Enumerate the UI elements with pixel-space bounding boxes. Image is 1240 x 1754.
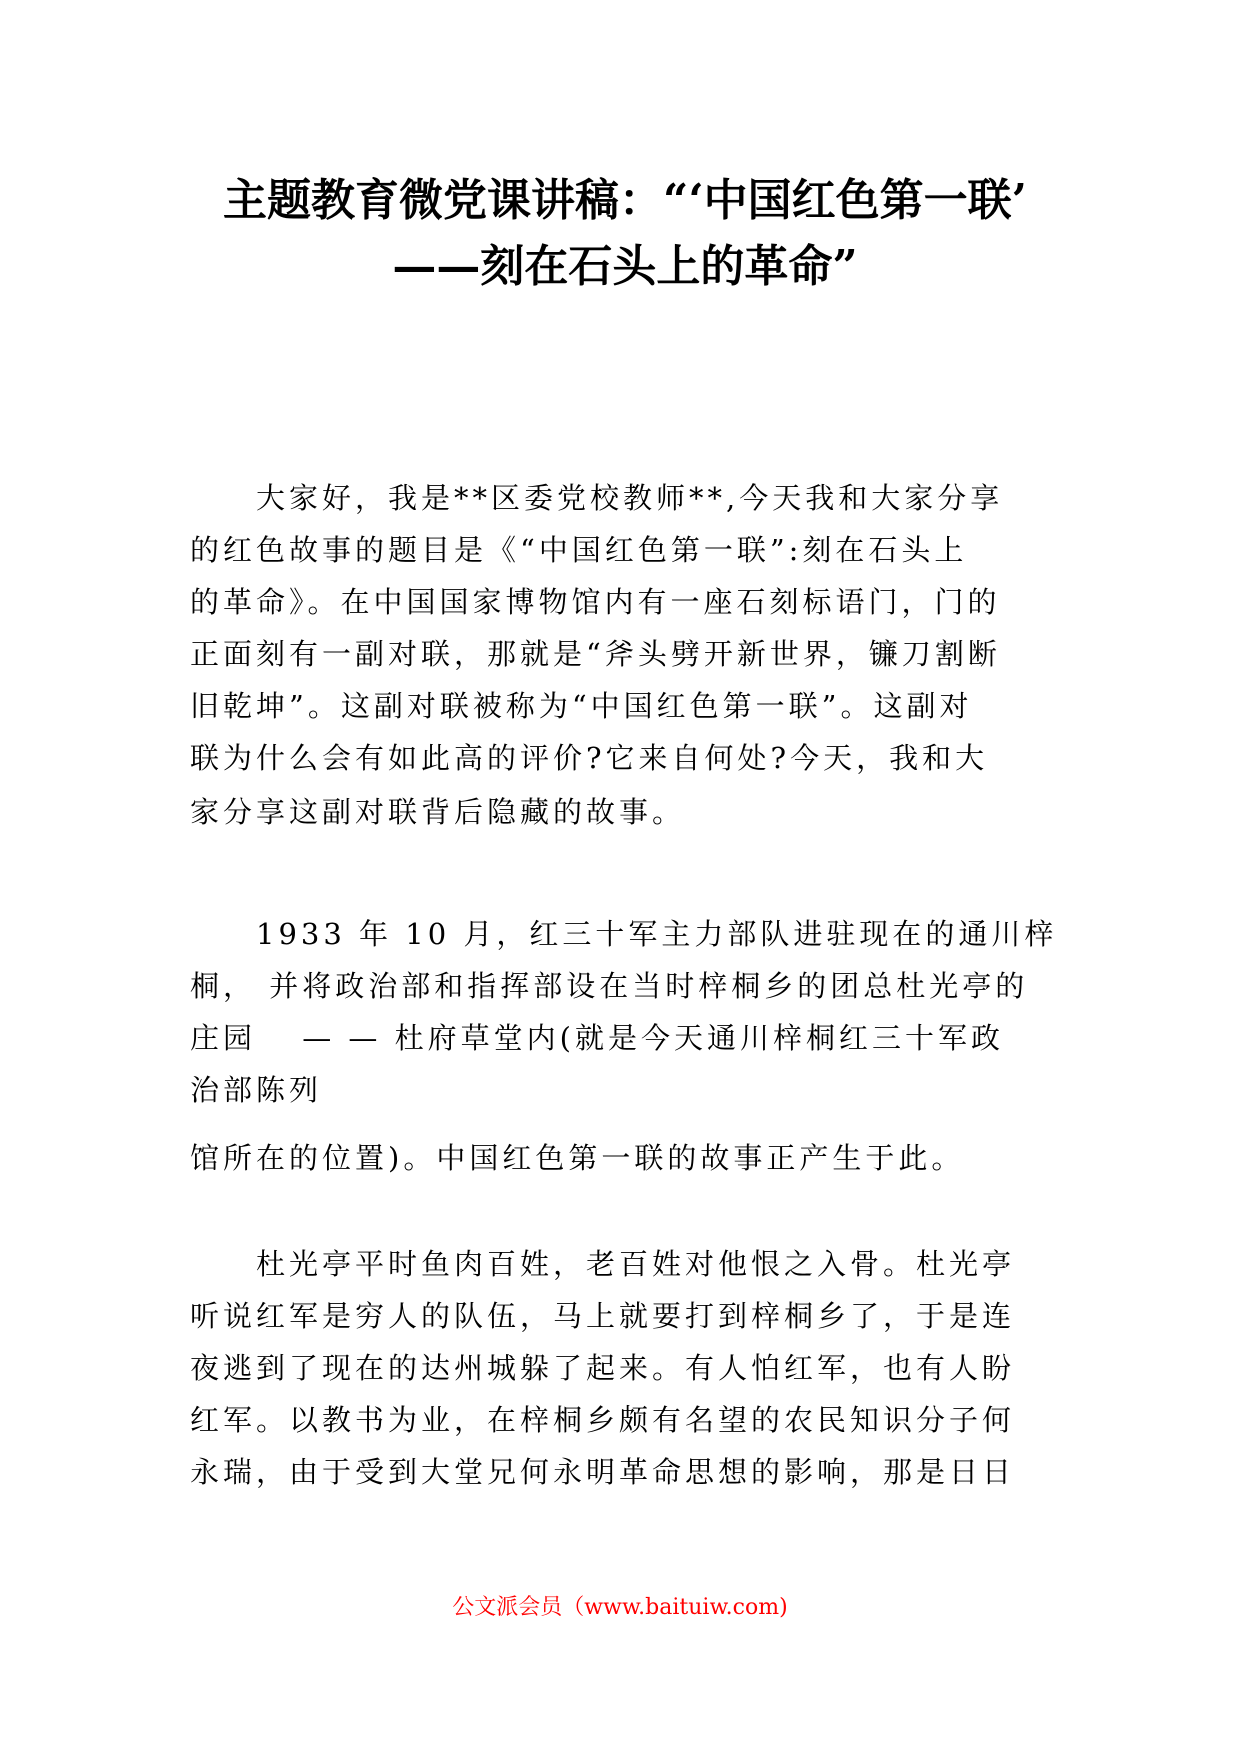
paragraph-line: 红军。以教书为业，在梓桐乡颇有名望的农民知识分子何: [190, 1403, 1016, 1437]
paragraph-1: [190, 472, 1070, 784]
paragraph-line: 夜逃到了现在的达州城躲了起来。有人怕红军，也有人盼: [190, 1351, 1016, 1385]
paragraph-line: 庄园 — — 杜府草堂内(就是今天通川梓桐红三十军政: [190, 1021, 1004, 1055]
paragraph-line: 家分享这副对联背后隐藏的故事。: [190, 795, 686, 829]
paragraph-line: 1933 年 10 月，红三十军主力部队进驻现在的通川梓: [256, 917, 1058, 951]
paragraph-line: 馆所在的位置)。中国红色第一联的故事正产生于此。: [190, 1141, 965, 1175]
paragraph-line: 杜光亭平时鱼肉百姓，老百姓对他恨之入骨。杜光亭: [256, 1247, 1016, 1281]
paragraph-line: 旧乾坤”。这副对联被称为“中国红色第一联”。这副对: [190, 689, 973, 723]
document-title: [190, 168, 1060, 300]
paragraph-line: 正面刻有一副对联，那就是“斧头劈开新世界，镰刀割断: [190, 637, 1001, 671]
paragraph-3: [190, 1238, 1070, 1498]
paragraph-line: 联为什么会有如此高的评价?它来自何处?今天，我和大: [190, 741, 989, 775]
paragraph-line: 桐， 并将政治部和指挥部设在当时梓桐乡的团总杜光亭的: [190, 969, 1029, 1003]
paragraph-2: [190, 908, 1070, 1116]
title-line-1: 主题教育微党课讲稿：“‘中国红色第一联’: [223, 175, 1027, 226]
paragraph-2-last-line: [190, 1132, 1070, 1184]
paragraph-line: 治部陈列: [190, 1073, 323, 1107]
paragraph-1-last-line: [190, 786, 1070, 838]
title-line-2: ——刻在石头上的革命”: [392, 241, 858, 292]
paragraph-line: 永瑞，由于受到大堂兄何永明革命思想的影响，那是日日: [190, 1455, 1016, 1489]
paragraph-line: 的革命》。在中国国家博物馆内有一座石刻标语门，门的: [190, 585, 1001, 619]
paragraph-line: 听说红军是穷人的队伍，马上就要打到梓桐乡了，于是连: [190, 1299, 1016, 1333]
paragraph-line: 的红色故事的题目是《“中国红色第一联”:刻在石头上: [190, 533, 968, 567]
paragraph-line: 大家好，我是**区委党校教师**,今天我和大家分享: [256, 481, 1004, 515]
footer-watermark: 公文派会员（www.baituiw.com): [452, 1595, 788, 1620]
